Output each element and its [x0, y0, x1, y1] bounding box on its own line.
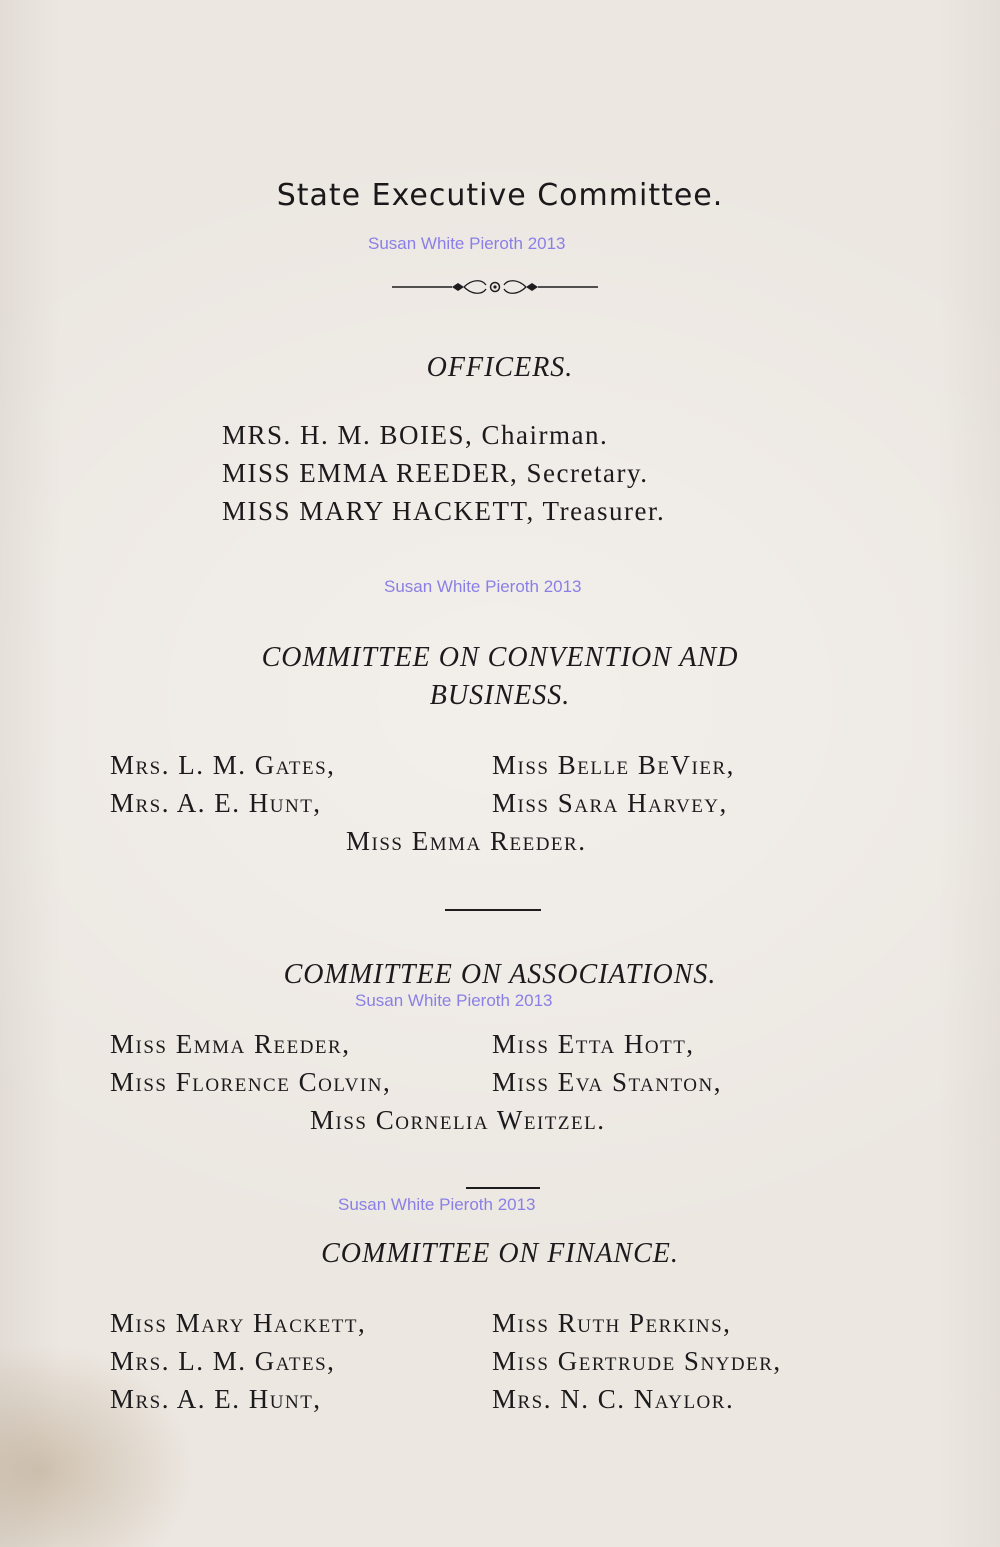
member-name: Miss Emma Reeder, — [110, 1029, 351, 1059]
officer-line: MISS MARY HACKETT, Treasurer. — [222, 496, 666, 526]
member-name: Mrs. L. M. Gates, — [110, 1346, 336, 1376]
member-name: Miss Cornelia Weitzel. — [310, 1105, 606, 1135]
convention-heading: COMMITTEE ON CONVENTION AND — [261, 642, 739, 673]
associations-heading: COMMITTEE ON ASSOCIATIONS. — [283, 959, 717, 990]
member-name: Mrs. A. E. Hunt, — [110, 788, 322, 818]
member-name: Miss Ruth Perkins, — [492, 1308, 732, 1338]
member-name: Mrs. L. M. Gates, — [110, 750, 336, 780]
watermark-text: Susan White Pieroth 2013 — [355, 991, 553, 1010]
member-name: Mrs. N. C. Naylor. — [492, 1384, 735, 1414]
officer-line: MRS. H. M. BOIES, Chairman. — [222, 420, 609, 450]
member-name: Mrs. A. E. Hunt, — [110, 1384, 322, 1414]
watermark-text: Susan White Pieroth 2013 — [338, 1195, 536, 1214]
member-name: Miss Florence Colvin, — [110, 1067, 392, 1097]
member-name: Miss Emma Reeder. — [346, 826, 587, 856]
section-divider — [466, 1187, 540, 1189]
officers-heading: OFFICERS. — [426, 352, 574, 383]
section-divider — [445, 909, 541, 911]
page-title: State Executive Committee. — [276, 178, 724, 213]
member-name: Miss Mary Hackett, — [110, 1308, 367, 1338]
member-name: Miss Gertrude Snyder, — [492, 1346, 782, 1376]
member-name: Miss Etta Hott, — [492, 1029, 695, 1059]
watermark-text: Susan White Pieroth 2013 — [368, 234, 566, 253]
finance-heading: COMMITTEE ON FINANCE. — [321, 1238, 679, 1269]
officer-line: MISS EMMA REEDER, Secretary. — [222, 458, 649, 488]
member-name: Miss Sara Harvey, — [492, 788, 728, 818]
decorative-flourish-icon — [390, 277, 600, 297]
convention-heading-continued: BUSINESS. — [429, 680, 571, 711]
watermark-text: Susan White Pieroth 2013 — [384, 577, 582, 596]
member-name: Miss Belle BeVier, — [492, 750, 735, 780]
member-name: Miss Eva Stanton, — [492, 1067, 722, 1097]
